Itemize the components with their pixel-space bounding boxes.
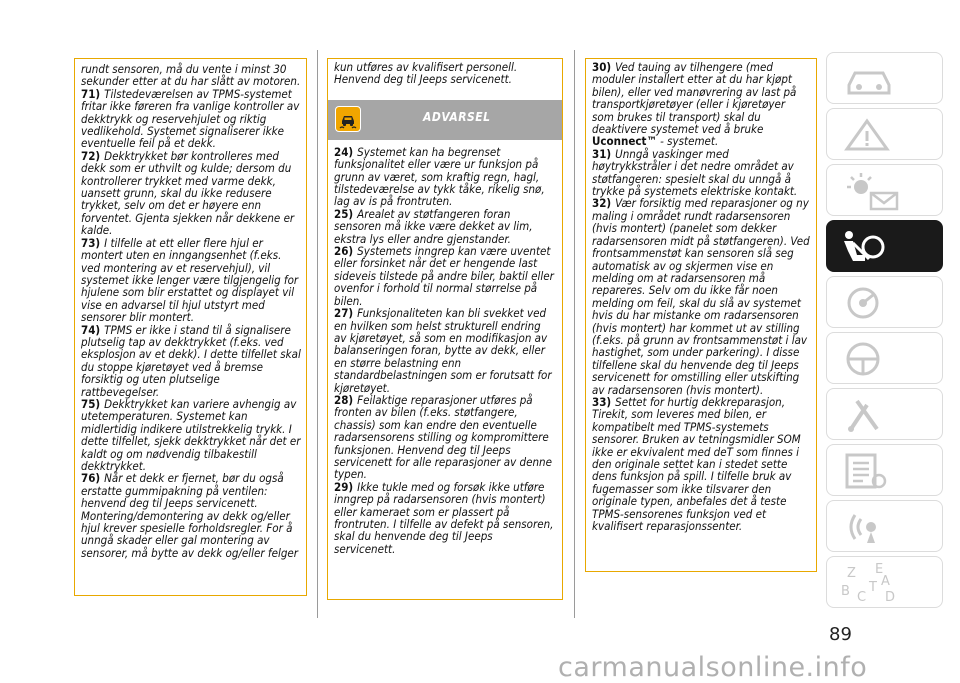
text-column-1 bbox=[74, 58, 307, 596]
tab-technical-data[interactable] bbox=[826, 444, 943, 496]
warning-25: 25) Arealet av støtfangeren foran sensoren må ikke være dekket av lim, ekstra lys eller andre gjenstander. bbox=[334, 206, 533, 246]
tab-airbag-safety[interactable] bbox=[826, 220, 943, 272]
warning-title: ADVARSEL bbox=[423, 109, 491, 124]
svg-text:D: D bbox=[885, 590, 896, 605]
note-71: 71) Tilstedeværelsen av TPMS-systemet fritar ikke føreren fra vanlige kontroller av dekktrykk og reservehjulet og riktig vedlikehold. Systemet signaliserer ikke eventuelle feil på et dekk. bbox=[81, 86, 300, 151]
text-column-3 bbox=[585, 58, 817, 572]
car-dashboard-icon bbox=[827, 53, 944, 105]
paragraph-continuation: kun utføres av kvalifisert personell. Henvend deg til Jeeps servicenett. bbox=[334, 60, 518, 87]
watermark: carmanualsonline.info bbox=[558, 652, 868, 683]
warning-29: 29) Ikke tukle med og forsøk ikke utføre inngrep på radarsensoren (hvis montert) eller kameraet som er plassert på frontruten. I tilfelle av defekt på sensoren, skal du henvende deg til Jeeps servicenett. bbox=[334, 479, 554, 556]
warning-24: 24) Systemet kan ha begrenset funksjonalitet eller være ur funksjon på grunn av været, som kraftig regn, hagl, tilstedeværelse av tykk tåke, rikelig snø, lag av is på frontruten. bbox=[334, 144, 545, 209]
svg-text:C: C bbox=[857, 590, 867, 605]
steering-wheel-icon bbox=[827, 333, 944, 385]
note-75: 75) Dekktrykket kan variere avhengig av utetemperaturen. Systemet kan midlertidig indikere utilstrekkelig trykk. I dette tilfellet, sjekk dekktrykket når det er kaldt og om nødvendig tilbakestill dekktrykket. bbox=[81, 396, 301, 473]
tab-maintenance-tools[interactable] bbox=[826, 388, 943, 440]
tab-starting-driving[interactable] bbox=[826, 276, 943, 328]
starting-driving-icon bbox=[827, 277, 944, 329]
page-number: 89 bbox=[829, 624, 852, 645]
multimedia-icon bbox=[827, 501, 944, 553]
column-divider bbox=[574, 50, 575, 618]
warning-33: 33) Settet for hurtig dekkreparasjon, Tirekit, som leveres med bilen, er kompatibelt med TPMS-systemets sensorer. Bruken av tetningsmidler SOM ikke er ekvivalent med deT som finnes i den originale settet kan i stedet sette dens funksjon på spill. I tilfelle bruk av fugemasser som ikke tilsvarer den originale typen, anbefales det å teste TPMS-sensorenes funksjon ved et kvalifisert reparasjonssenter. bbox=[592, 394, 801, 534]
svg-text:A: A bbox=[881, 574, 890, 589]
warning-28: 28) Feilaktige reparasjoner utføres på fronten av bilen (f.eks. støtfangere, chassis) som kan endre den eventuelle radarsensorens stilling og kompromittere funksjonen. Henvend deg til Jeeps servicenett for alle reparasjoner av denne typen. bbox=[334, 392, 552, 482]
tab-car-dashboard[interactable] bbox=[826, 52, 943, 104]
tab-sun-envelope[interactable] bbox=[826, 164, 943, 216]
maintenance-tools-icon bbox=[827, 389, 944, 441]
tab-warning-lights[interactable] bbox=[826, 108, 943, 160]
tab-steering-wheel[interactable] bbox=[826, 332, 943, 384]
note-73: 73) I tilfelle at ett eller flere hjul er montert uten en inngangsenhet (f.eks. ved montering av et reservehjul), vil systemet ikke lenger være tilgjengelig for hjulene som blir erstattet og displayet vil vise en advarsel til hjul utstyrt med sensorer blir montert. bbox=[81, 235, 299, 325]
paragraph-continuation: rundt sensoren, må du vente i minst 30 sekunder etter at du har slått av motoren. bbox=[81, 62, 301, 89]
warning-32: 32) Vær forsiktig med reparasjoner og ny maling i området rundt radarsensoren (hvis montert) (panelet som dekker radarsensoren midt på støtfangeren). Ved frontsammenstøt kan sensoren slå seg automatisk av og skjermen vise en melding om at radarsensoren må repareres. Selv om du ikke får noen melding om feil, skal du slå av systemet hvis du har mistanke om radarsensoren (hvis montert) har kommet ut av stilling (f.eks. på grunn av frontsammenstøt i lav hastighet, som under parkering). I disse tilfellene skal du henvende deg til Jeeps servicenett for omstilling eller utskifting av radarsensoren (hvis montert). bbox=[592, 196, 810, 397]
note-76: 76) Når et dekk er fjernet, bør du også erstatte gummipakning på ventilen: henvend deg til Jeeps servicenett. Montering/demontering av dekk og/eller hjul krever spesielle forholdsregler. For å unngå skader eller gal montering av sensorer, må bytte av dekk og/eller felger bbox=[81, 471, 299, 560]
sun-envelope-icon bbox=[827, 165, 944, 217]
warning-header bbox=[328, 100, 562, 140]
car-skid-warning-icon bbox=[335, 106, 361, 132]
svg-text:Z: Z bbox=[847, 566, 856, 581]
index-letters-icon bbox=[827, 557, 944, 609]
warning-30: 30) Ved tauing av tilhengere (med moduler installert etter at du har kjøpt bilen), eller ved manøvrering av last på transportkjøretøyer (eller i kjøretøyer som brukes til transport) skal du deaktivere systemet ved å bruke Uconnect™ - systemet. bbox=[592, 60, 797, 149]
warning-26: 26) Systemets inngrep kan være uventet eller forsinket når det er hengende last sideveis tilstede på andre biler, baktil eller ovenfor i forhold til normal størrelse på bilen. bbox=[334, 244, 554, 308]
svg-text:E: E bbox=[875, 562, 884, 577]
svg-text:B: B bbox=[841, 584, 850, 599]
warning-31: 31) Unngå vaskinger med høytrykkstråler i det nedre området av støtfangeren: spesielt skal du unngå å trykke på systemets elektriske kontakt. bbox=[592, 146, 798, 199]
column-divider bbox=[317, 50, 318, 618]
text-column-2 bbox=[327, 58, 563, 600]
note-74: 74) TPMS er ikke i stand til å signalisere plutselig tap av dekktrykket (f.eks. ved eksplosjon av et dekk). I dette tilfellet skal du stoppe kjøretøyet ved å bremse forsiktig og uten plutselige rattbevegelser. bbox=[81, 322, 301, 399]
warning-lights-icon bbox=[827, 109, 944, 161]
warning-27: 27) Funksjonaliteten kan bli svekket ved en hvilken som helst strukturell endring av kjøretøyet, så som en modifikasjon av balanseringen foran, bytte av dekk, eller en større belastning enn standardbelastningen som er forutsatt for kjøretøyet. bbox=[334, 306, 552, 395]
technical-data-icon bbox=[827, 445, 944, 497]
note-72: 72) Dekktrykket bør kontrolleres med dekk som er uthvilt og kulde; dersom du kontrollerer trykket med varme dekk, uansett grunn, skal du ikke redusere trykket, selv om det er høyere enn forventet. Gjenta sjekken når dekkene er kalde. bbox=[81, 148, 295, 238]
airbag-safety-icon bbox=[827, 221, 944, 273]
svg-text:T: T bbox=[869, 580, 877, 595]
tab-index[interactable] bbox=[826, 556, 943, 608]
tab-multimedia[interactable] bbox=[826, 500, 943, 552]
